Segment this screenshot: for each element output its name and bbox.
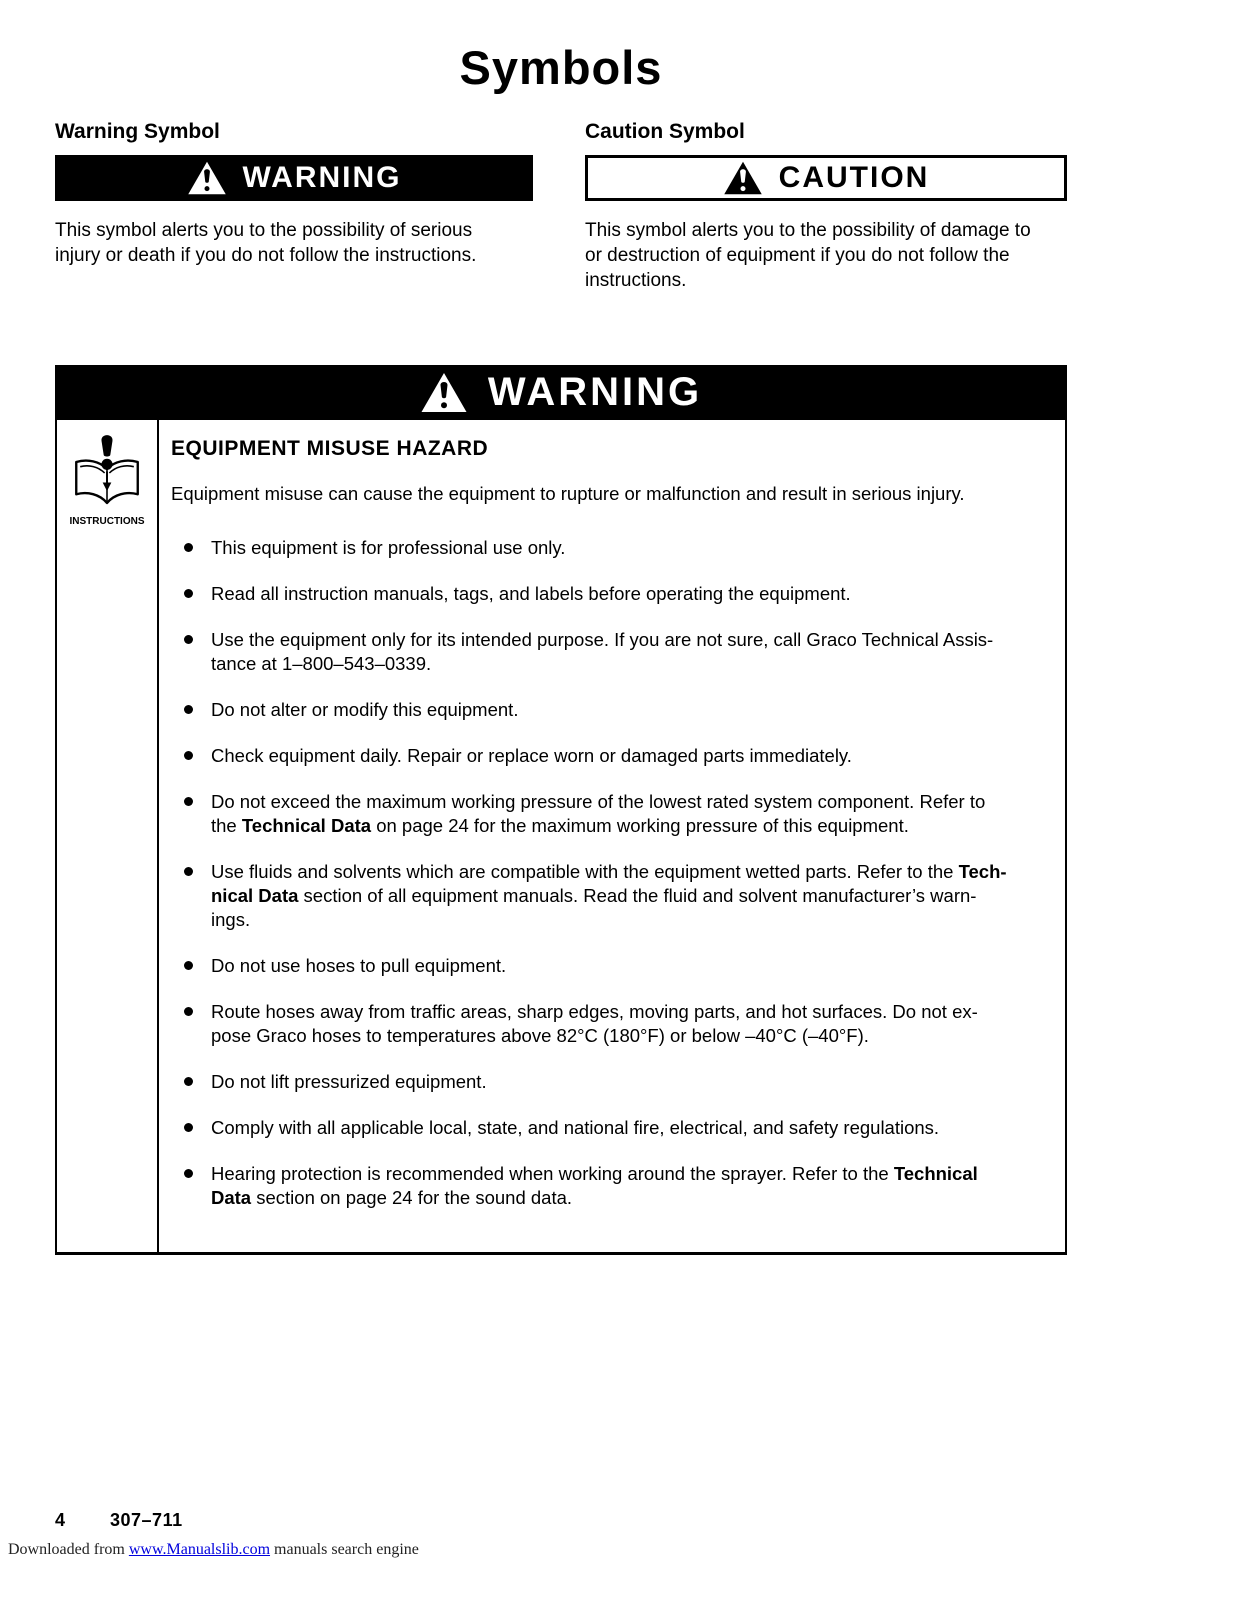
page-number: 4: [55, 1510, 66, 1530]
warning-box-header-label: WARNING: [487, 370, 703, 414]
hazard-bullet-item: Do not lift pressurized equipment.: [171, 1070, 1043, 1094]
caution-symbol-heading: Caution Symbol: [585, 120, 745, 143]
credit-prefix: Downloaded from: [8, 1541, 129, 1558]
symbol-columns: [55, 120, 1067, 293]
hazard-intro: Equipment misuse can cause the equipment to rupture or malfunction and result in serious injury.: [171, 483, 965, 504]
manualslib-link[interactable]: www.Manualslib.com: [128, 1541, 271, 1558]
bullet-dot: [184, 589, 193, 598]
warning-triangle-icon: [187, 160, 227, 196]
hazard-bullet-item: Read all instruction manuals, tags, and labels before operating the equipment.: [171, 582, 1043, 606]
bullet-dot: [184, 1169, 193, 1178]
bullet-dot: [184, 961, 193, 970]
bullet-dot: [184, 751, 193, 760]
caution-banner-label: CAUTION: [778, 161, 930, 194]
hazard-bullet-list: [171, 536, 1043, 1210]
warning-box-body: [55, 420, 1067, 1255]
hazard-bullet-item: Route hoses away from traffic areas, sharp edges, moving parts, and hot surfaces. Do not ex- pose Graco hoses to temperatures above 82°C (180°F) or below –40°C (–40°F).: [171, 1000, 1043, 1048]
hazard-bullet-item: Use the equipment only for its intended purpose. If you are not sure, call Graco Technical Assis- tance at 1–800–543–0339.: [171, 628, 1043, 676]
hazard-bullet-item: Hearing protection is recommended when working around the sprayer. Refer to the Technical Data section on page 24 for the sound data.: [171, 1162, 1043, 1210]
caution-symbol-section: [585, 120, 1067, 293]
warning-description: This symbol alerts you to the possibility of serious injury or death if you do not follow the instructions.: [55, 220, 477, 266]
warning-symbol-section: [55, 120, 533, 293]
warning-banner: [55, 155, 533, 201]
caution-banner: [585, 155, 1067, 201]
hazard-bullet-item: Comply with all applicable local, state, and national fire, electrical, and safety regulations.: [171, 1116, 1043, 1140]
hazard-bullet-item: Check equipment daily. Repair or replace worn or damaged parts immediately.: [171, 744, 1043, 768]
instructions-cell: [57, 420, 159, 1252]
warning-banner-label: WARNING: [242, 161, 402, 194]
bullet-dot: [184, 635, 193, 644]
hazard-bullet-item: Do not alter or modify this equipment.: [171, 698, 1043, 722]
hazard-bullet-item: This equipment is for professional use only.: [171, 536, 1043, 560]
caution-description: This symbol alerts you to the possibility of damage to or destruction of equipment if you do not follow the instructions.: [585, 220, 1031, 291]
instructions-label: INSTRUCTIONS: [69, 516, 145, 527]
credit-suffix: manuals search engine: [270, 1541, 419, 1558]
bullet-dot: [184, 867, 193, 876]
bullet-dot: [184, 797, 193, 806]
hazard-bullet-item: Do not use hoses to pull equipment.: [171, 954, 1043, 978]
hazard-title: EQUIPMENT MISUSE HAZARD: [171, 437, 489, 460]
warning-box-content: [159, 420, 1065, 1252]
bullet-dot: [184, 1007, 193, 1016]
bullet-dot: [184, 1077, 193, 1086]
warning-box-header: [55, 365, 1067, 420]
read-instructions-book-icon: [67, 432, 147, 514]
warning-symbol-heading: Warning Symbol: [55, 120, 220, 143]
bullet-dot: [184, 543, 193, 552]
hazard-bullet-item: Use fluids and solvents which are compatible with the equipment wetted parts. Refer to the Tech- nical Data section of all equipment manuals. Read the fluid and solvent manufacturer’s warn- ings.: [171, 860, 1043, 932]
page-title: Symbols: [459, 41, 663, 94]
bullet-dot: [184, 705, 193, 714]
warning-triangle-icon: [420, 371, 468, 414]
bullet-dot: [184, 1123, 193, 1132]
hazard-bullet-item: Do not exceed the maximum working pressure of the lowest rated system component. Refer to the Technical Data on page 24 for the maximum working pressure of this equipment.: [171, 790, 1043, 838]
document-number: 307–711: [110, 1510, 183, 1530]
caution-triangle-icon: [723, 160, 763, 196]
download-credit-line: [8, 1541, 419, 1559]
page-footer: [55, 1510, 183, 1531]
equipment-misuse-warning-box: [55, 365, 1067, 1255]
